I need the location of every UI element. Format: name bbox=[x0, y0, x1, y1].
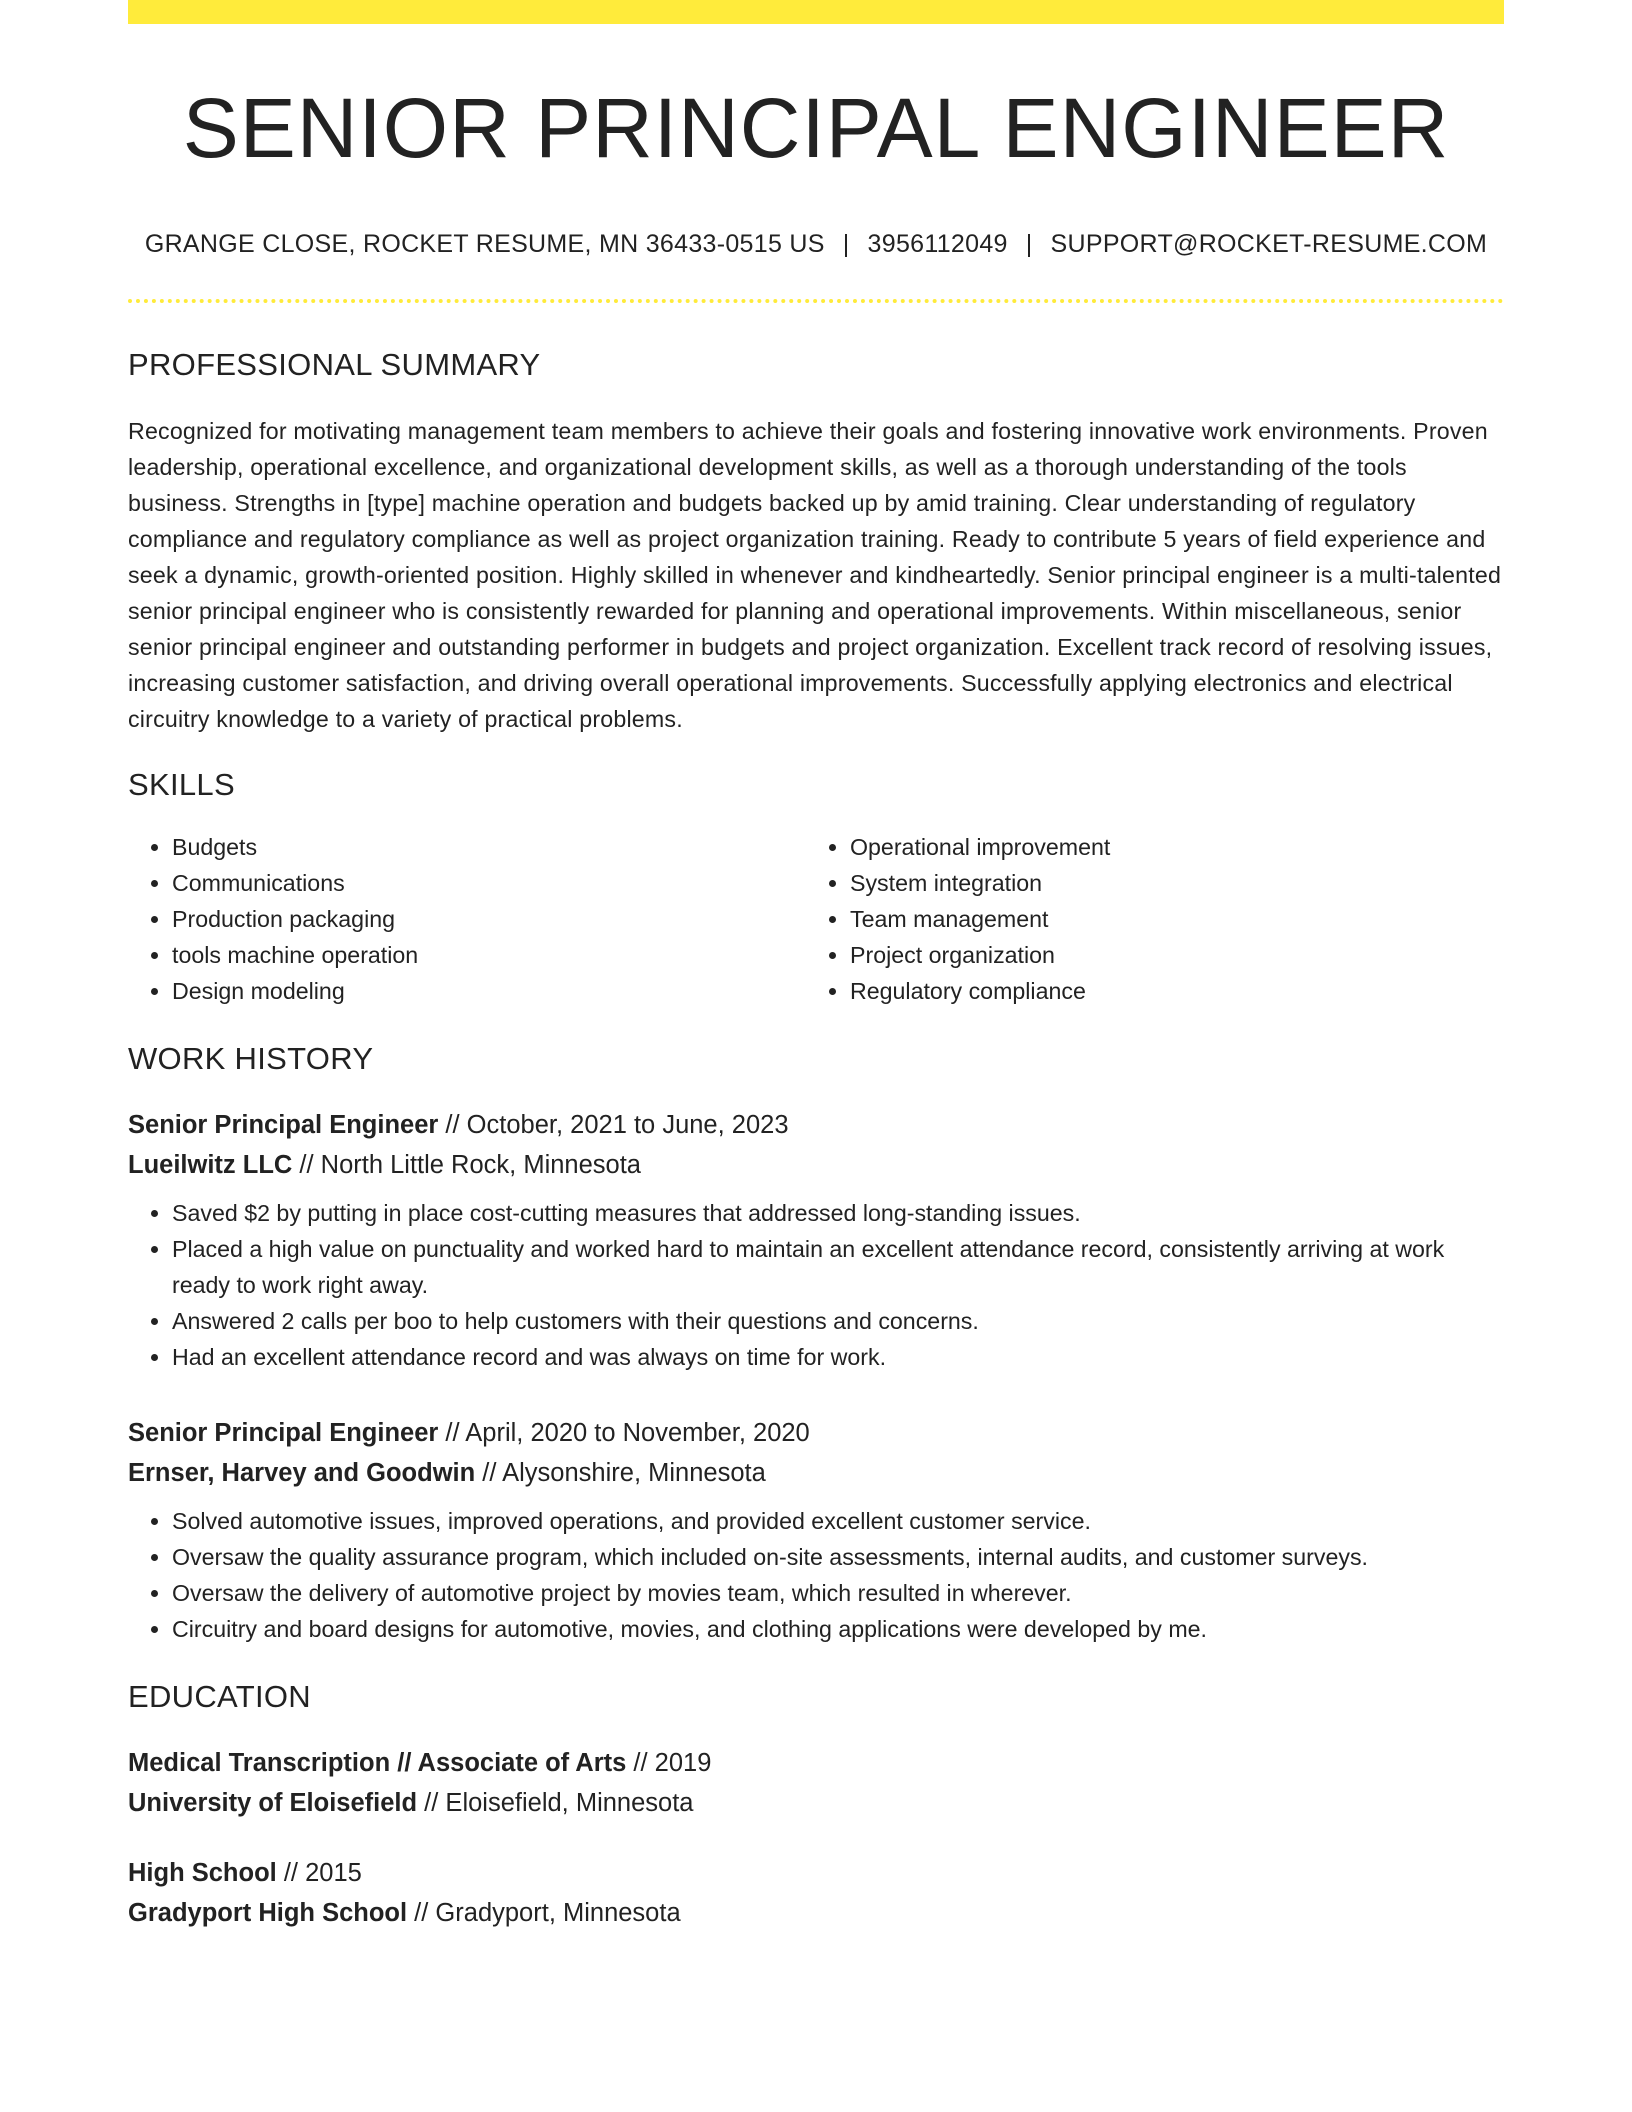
skill-item: • Operational improvement bbox=[850, 829, 1484, 865]
skill-item: • Production packaging bbox=[172, 901, 806, 937]
job-bullets bbox=[128, 1503, 1504, 1647]
skill-item: • Budgets bbox=[172, 829, 806, 865]
summary-text: Recognized for motivating management team members to achieve their goals and fostering innovative work environments. Proven leadership, operational excellence, and organizational development skills, as well as a thorough understanding of the tools business. Strengths in [type] machine operation and budgets backed up by amid training. Clear understanding of regulatory compliance and regulatory compliance as well as project organization training. Ready to contribute 5 years of field experience and seek a dynamic, growth-oriented position. Highly skilled in whenever and kindheartedly. Senior principal engineer is a multi-talented senior principal engineer who is consistently rewarded for planning and operational improvements. Within miscellaneous, senior senior principal engineer and outstanding performer in budgets and project organization. Excellent track record of resolving issues, increasing customer satisfaction, and driving overall operational improvements. Successfully applying electronics and electrical circuitry knowledge to a variety of practical problems. bbox=[128, 418, 1502, 733]
education-degree: Medical Transcription // Associate of Arts bbox=[128, 1749, 627, 1778]
job-bullet: • Had an excellent attendance record and was always on time for work. bbox=[172, 1339, 1504, 1375]
job-bullet: • Oversaw the delivery of automotive project by movies team, which resulted in wherever. bbox=[172, 1575, 1504, 1611]
contact-separator: | bbox=[842, 230, 850, 259]
job-company-line bbox=[128, 1145, 1504, 1185]
education-location: // Gradyport, Minnesota bbox=[407, 1899, 681, 1928]
contact-email: SUPPORT@ROCKET-RESUME.COM bbox=[1050, 230, 1488, 259]
skills-column-right bbox=[806, 829, 1484, 1009]
skill-item: • tools machine operation bbox=[172, 937, 806, 973]
education-entry bbox=[128, 1853, 1504, 1933]
summary-heading: PROFESSIONAL SUMMARY bbox=[128, 347, 541, 383]
education-school: University of Eloisefield bbox=[128, 1789, 418, 1818]
job-location: // Alysonshire, Minnesota bbox=[475, 1459, 766, 1488]
skills-heading: SKILLS bbox=[128, 767, 235, 803]
resume-title: SENIOR PRINCIPAL ENGINEER bbox=[182, 81, 1450, 175]
dotted-divider bbox=[128, 299, 1504, 303]
job-role-line bbox=[128, 1105, 1504, 1145]
skill-item: • System integration bbox=[850, 865, 1484, 901]
resume-page bbox=[128, 0, 1504, 1933]
job-company-line bbox=[128, 1453, 1504, 1493]
job-bullets bbox=[128, 1195, 1504, 1375]
skills-list bbox=[128, 829, 1504, 1009]
education-degree-line bbox=[128, 1743, 1504, 1783]
accent-bar bbox=[128, 0, 1504, 24]
job-dates: // April, 2020 to November, 2020 bbox=[438, 1419, 810, 1448]
skill-item: • Regulatory compliance bbox=[850, 973, 1484, 1009]
job-entry bbox=[128, 1413, 1504, 1647]
work-history-heading: WORK HISTORY bbox=[128, 1041, 374, 1077]
education-school-line bbox=[128, 1893, 1504, 1933]
job-location: // North Little Rock, Minnesota bbox=[292, 1151, 641, 1180]
job-role-line bbox=[128, 1413, 1504, 1453]
job-company: Lueilwitz LLC bbox=[128, 1151, 293, 1180]
contact-phone: 3956112049 bbox=[867, 230, 1008, 259]
job-bullet: • Circuitry and board designs for automotive, movies, and clothing applications were developed by me. bbox=[172, 1611, 1504, 1647]
skill-item: • Communications bbox=[172, 865, 806, 901]
job-entry bbox=[128, 1105, 1504, 1375]
job-bullet: • Solved automotive issues, improved operations, and provided excellent customer service. bbox=[172, 1503, 1504, 1539]
skills-column-left bbox=[128, 829, 806, 1009]
job-bullet: • Answered 2 calls per boo to help customers with their questions and concerns. bbox=[172, 1303, 1504, 1339]
education-year: // 2019 bbox=[626, 1749, 712, 1778]
job-role: Senior Principal Engineer bbox=[128, 1111, 439, 1140]
contact-line bbox=[128, 230, 1504, 259]
job-role: Senior Principal Engineer bbox=[128, 1419, 439, 1448]
skill-item: • Design modeling bbox=[172, 973, 806, 1009]
job-dates: // October, 2021 to June, 2023 bbox=[438, 1111, 789, 1140]
job-bullet: • Saved $2 by putting in place cost-cutting measures that addressed long-standing issues. bbox=[172, 1195, 1504, 1231]
job-bullet: • Oversaw the quality assurance program, which included on-site assessments, internal audits, and customer surveys. bbox=[172, 1539, 1504, 1575]
education-school: Gradyport High School bbox=[128, 1899, 408, 1928]
education-degree-line bbox=[128, 1853, 1504, 1893]
skill-item: • Team management bbox=[850, 901, 1484, 937]
education-school-line bbox=[128, 1783, 1504, 1823]
education-location: // Eloisefield, Minnesota bbox=[417, 1789, 694, 1818]
skill-item: • Project organization bbox=[850, 937, 1484, 973]
education-entry bbox=[128, 1743, 1504, 1823]
job-bullet: • Placed a high value on punctuality and worked hard to maintain an excellent attendance record, consistently arriving at work ready to work right away. bbox=[172, 1231, 1504, 1303]
education-heading: EDUCATION bbox=[128, 1679, 311, 1715]
job-company: Ernser, Harvey and Goodwin bbox=[128, 1459, 476, 1488]
contact-address: GRANGE CLOSE, ROCKET RESUME, MN 36433-0515 US bbox=[144, 230, 825, 259]
education-year: // 2015 bbox=[276, 1859, 362, 1888]
contact-separator: | bbox=[1025, 230, 1033, 259]
education-degree: High School bbox=[128, 1859, 277, 1888]
